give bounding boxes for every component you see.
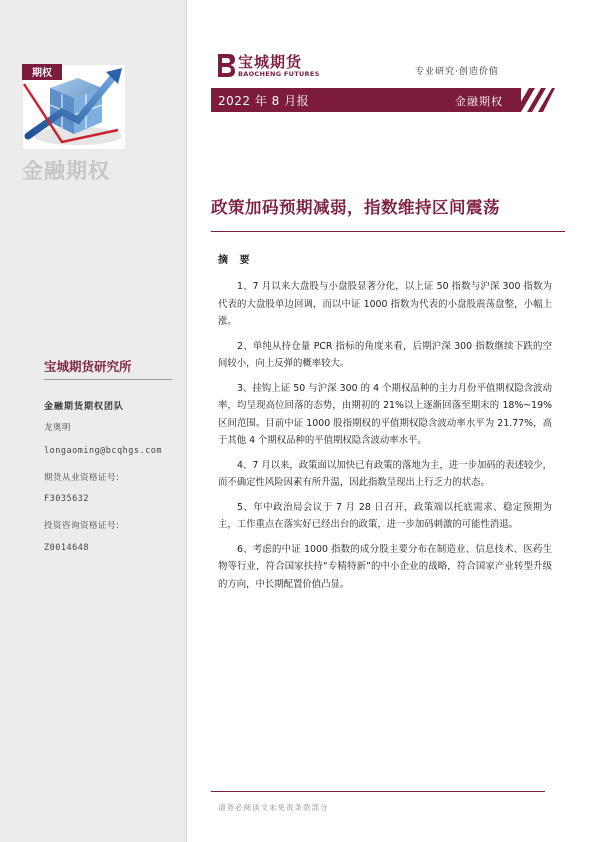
team-name: 金融期货期权团队 (44, 402, 125, 412)
abstract-paragraph-3: 3、挂钩上证 50 与沪深 300 的 4 个期权品种的主力月份平值期权隐含波动率，均呈现高位回落的态势，由期初的 21%以上逐渐回落至期末的 18%~19%区间范围。目前中证 1000 股指期权的平值期权隐含波动率水平为 21.77%，高于其他 4 个期权品种的平值期权隐含波动率水平。 (218, 382, 552, 446)
footer-divider (211, 791, 545, 792)
report-date: 2022 年 8 月报 (218, 94, 310, 108)
abstract-paragraph-5: 5、年中政治局会议于 7 月 28 日召开，政策端以托底需求、稳定预期为主，工作重点在落实好已经出台的政策，进一步加码刺激的可能性消退。 (218, 501, 552, 530)
abstract-paragraph-4: 4、7 月以来，政策面以加快已有政策的落地为主，进一步加码的表述较少，而不确定性风险因素有所升温，因此指数呈现出上行乏力的状态。 (218, 459, 552, 488)
company-logo-icon (214, 52, 236, 78)
banner-stripes (515, 88, 555, 112)
abstract-paragraph-6: 6、考虑的中证 1000 指数的成分股主要分布在制造业、信息技术、医药生物等行业，符合国家扶持“专精特新”的中小企业的战略，符合国家产业转型升级的方向，中长期配置价值凸显。 (218, 543, 552, 590)
qualification-number: F3035632 (44, 494, 89, 504)
abstract-heading: 摘 要 (218, 255, 254, 266)
company-slogan: 专业研究·创造价值 (415, 67, 499, 77)
institute-divider (44, 379, 172, 380)
consult-number: Z0014648 (44, 543, 89, 553)
company-logo-text: 宝城期货 (238, 53, 303, 71)
company-logo-english: BAOCHENG FUTURES (238, 70, 320, 78)
analyst-email[interactable]: longaoming@bcqhgs.com (44, 446, 162, 456)
cover-badge: 期权 (32, 68, 52, 79)
title-divider (211, 231, 565, 232)
institute-name: 宝城期货研究所 (44, 359, 132, 374)
report-title: 政策加码预期减弱，指数维持区间震荡 (211, 198, 500, 217)
report-category: 金融期权 (455, 95, 503, 108)
abstract-body (218, 278, 552, 600)
sidebar-divider (186, 0, 187, 842)
abstract-paragraph-2: 2、单纯从持仓量 PCR 指标的角度来看，后期沪深 300 指数继续下跌的空间较小，向上反弹的概率较大。 (218, 340, 552, 369)
analyst-name: 龙奥明 (44, 423, 72, 433)
cover-label: 金融期权 (22, 159, 110, 183)
cover-illustration (22, 64, 126, 150)
consult-label: 投资咨询资格证号: (44, 521, 120, 531)
qualification-label: 期货从业资格证号: (44, 473, 120, 483)
footer-disclaimer: 请务必阅读文末免责条款部分 (218, 803, 329, 812)
abstract-paragraph-1: 1、7 月以来大盘股与小盘股显著分化，以上证 50 指数与沪深 300 指数为代表的大盘股单边回调，而以中证 1000 指数为代表的小盘股震荡盘整，小幅上涨。 (218, 281, 552, 327)
